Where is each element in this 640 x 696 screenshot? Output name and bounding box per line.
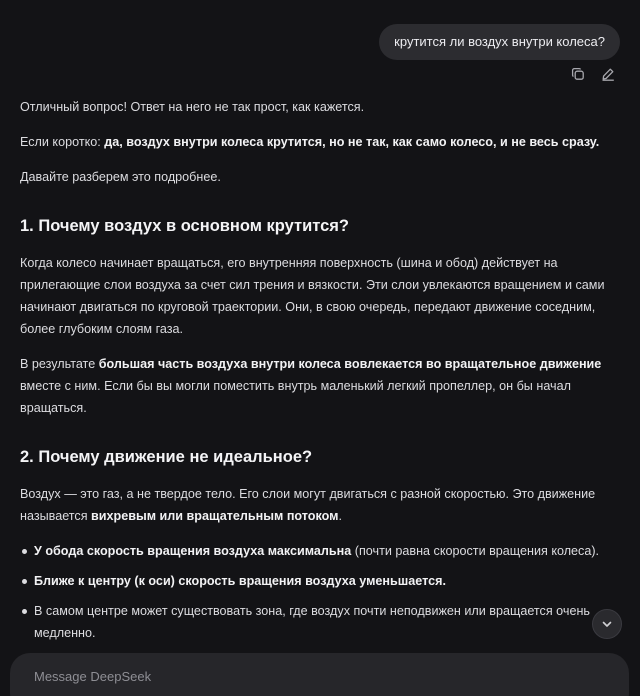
bullet-text: (почти равна скорости вращения колеса).	[351, 544, 600, 558]
answer-short-bold: да, воздух внутри колеса крутится, но не так, как само колесо, и не весь сразу.	[104, 135, 600, 149]
section1-p2-prefix: В результате	[20, 357, 99, 371]
section2-p1-bold: вихревым или вращательным потоком	[91, 509, 339, 523]
answer-intro: Отличный вопрос! Ответ на него не так прост, как кажется.	[20, 100, 365, 114]
user-message-bubble: крутится ли воздух внутри колеса?	[379, 24, 620, 60]
section2-p1-prefix: Воздух — это газ, а не твердое тело. Его слои могут двигаться с разной скоростью. Это движение называется	[20, 487, 596, 523]
user-message-row	[379, 24, 620, 60]
section1-paragraph1: Когда колесо начинает вращаться, его внутренняя поверхность (шина и обод) действует на прилегающие слои воздуха за счет сил трения и вязкости. Эти слои увлекаются вращением и сами начинают двигаться по круговой траектории. Они, в свою очередь, передают движение соседним, более глубоким слоям газа.	[20, 256, 605, 336]
section2-heading: 2. Почему движение не идеальное?	[20, 448, 313, 466]
bullet-bold: Ближе к центру (к оси) скорость вращения воздуха уменьшается.	[34, 574, 446, 588]
section1-paragraph2	[20, 353, 610, 419]
copy-icon[interactable]	[570, 66, 586, 82]
bullet-text: В самом центре может существовать зона, где воздух почти неподвижен или вращается очень медленно.	[34, 604, 590, 640]
list-item	[34, 570, 610, 592]
section2-bullet-list	[20, 540, 610, 644]
message-composer	[10, 653, 629, 696]
user-message-actions	[570, 66, 616, 82]
assistant-answer	[20, 96, 610, 652]
bullet-bold: У обода скорость вращения воздуха максимальна	[34, 544, 352, 558]
section1-heading: 1. Почему воздух в основном крутится?	[20, 217, 350, 235]
list-item	[34, 600, 610, 644]
section1-p2-suffix: вместе с ним. Если бы вы могли поместить внутрь маленький легкий пропеллер, он бы начал вращаться.	[20, 379, 571, 415]
chevron-down-icon	[601, 618, 613, 630]
section2-paragraph1	[20, 483, 610, 527]
answer-lets-see: Давайте разберем это подробнее.	[20, 170, 221, 184]
answer-short	[20, 131, 610, 153]
section1-p2-bold: большая часть воздуха внутри колеса вовлекается во вращательное движение	[98, 357, 602, 371]
message-input[interactable]	[34, 666, 594, 686]
edit-icon[interactable]	[600, 66, 616, 82]
scroll-to-bottom-button[interactable]	[592, 609, 622, 639]
answer-short-prefix: Если коротко:	[20, 135, 105, 149]
section2-p1-suffix: .	[338, 509, 342, 523]
list-item	[34, 540, 610, 562]
